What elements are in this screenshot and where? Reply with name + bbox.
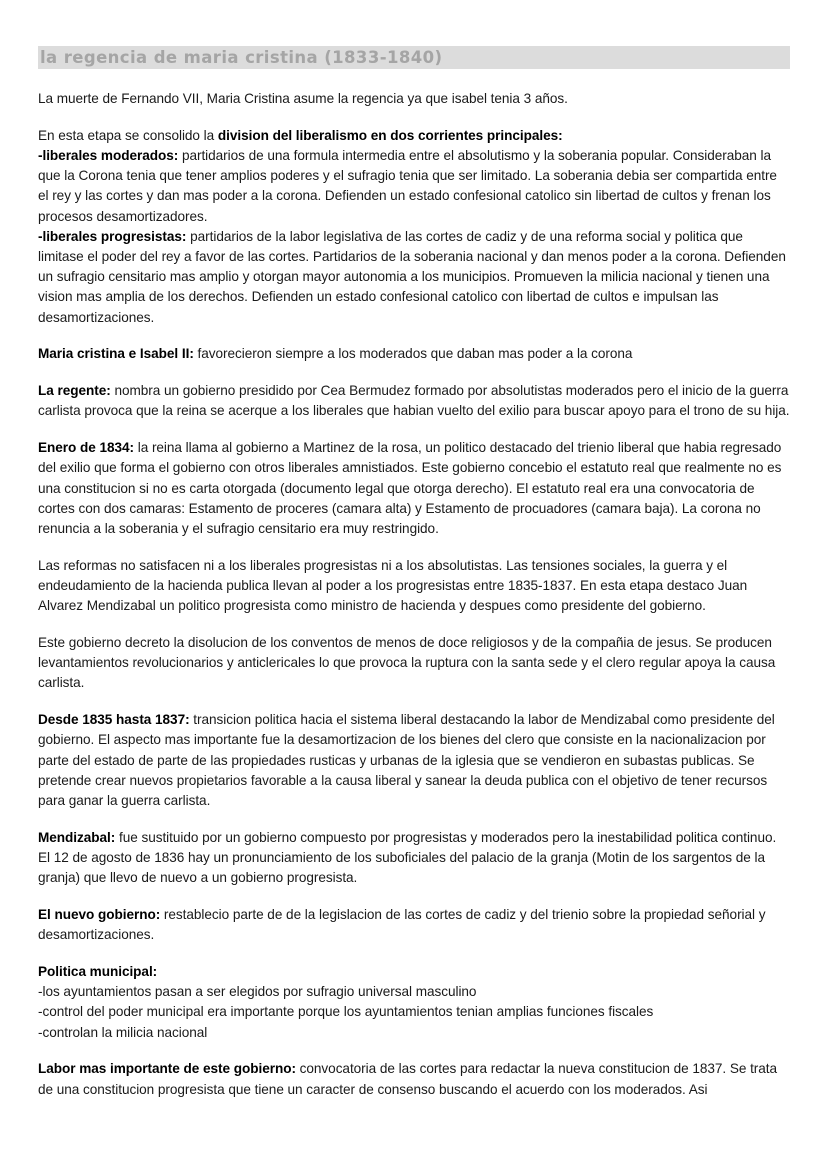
list-item: -controlan la milicia nacional — [38, 1024, 208, 1040]
period-1835-1837-text: transicion politica hacia el sistema liberal destacando la labor de Mendizabal como presidente del gobierno. El aspecto mas importante fue la desamortizacion de los bienes del clero que consiste en la nacionalizacion por parte del estado de parte de las propiedades rusticas y urbanas de la iglesia que se vendieron en subastas publicas. Se pretende crear nuevos propietarios favorable a la causa liberal y sanear la deuda publica con el objetivo de tener recursos para ganar la guerra carlista. — [38, 712, 775, 809]
nuevo-gobierno-text: restablecio parte de de la legislacion de las cortes de cadiz y del trienio sobre la propiedad señorial y desamortizaciones. — [38, 907, 766, 943]
liberalism-intro-text: En esta etapa se consolido la — [38, 127, 218, 143]
regente-text: nombra un gobierno presidido por Cea Bermudez formado por absolutistas moderados pero el inicio de la guerra carlista provoca que la reina se acerque a los liberales que habian vuelto del exilio para buscar apoyo para el trono de su hija. — [38, 383, 790, 419]
document-page — [38, 46, 790, 1116]
regente-label: La regente: — [38, 383, 111, 399]
paragraph-1835-1837 — [38, 710, 790, 811]
liberalism-intro-bold: division del liberalismo en dos corrientes principales: — [217, 127, 563, 143]
paragraph-labor-importante — [38, 1059, 790, 1099]
paragraph-liberalism-division — [38, 126, 790, 328]
paragraph-maria-cristina-isabel — [38, 344, 790, 364]
period-1835-1837-label: Desde 1835 hasta 1837: — [38, 712, 190, 728]
moderados-label: -liberales moderados: — [38, 148, 179, 163]
paragraph-disolucion-conventos: Este gobierno decreto la disolucion de los conventos de menos de doce religiosos y de la compañia de jesus. Se producen levantamientos revolucionarios y anticlericales lo que provoca la ruptura con la santa sede y el clero regular apoya la causa carlista. — [38, 635, 776, 691]
maria-cristina-text: favorecieron siempre a los moderados que daban mas poder a la corona — [193, 346, 633, 362]
paragraph-regente — [38, 381, 790, 421]
progresistas-label: -liberales progresistas: — [38, 228, 187, 244]
paragraph-reformas: Las reformas no satisfacen ni a los liberales progresistas ni a los absolutistas. Las tensiones sociales, la guerra y el endeudamiento de la hacienda publica llevan al poder a los progresistas entre 1835-1837. En esta etapa destaco Juan Alvarez Mendizabal un politico progresista como ministro de hacienda y despues como presidente del gobierno. — [38, 557, 748, 614]
mendizabal-label: Mendizabal: — [38, 829, 116, 845]
maria-cristina-label: Maria cristina e Isabel II: — [38, 346, 194, 362]
progresistas-text: partidarios de la labor legislativa de las cortes de cadiz y de una reforma social y politica que limitase el poder del rey a favor de las cortes. Partidarios de la soberania nacional y dan menos poder a la corona. Defienden un sufragio censitario mas amplio y otorgan mayor autonomia a los municipios. Promueven la milicia nacional y tienen una vision mas amplia de los derechos. Defienden un estado confesional catolico con libertad de cultos e impulsan las desamortizaciones. — [38, 228, 786, 325]
moderados-text: partidarios de una formula intermedia entre el absolutismo y la soberania popular. Consideraban la que la Corona tenia que tener amplios poderes y el sufragio tenia que ser limitado. La soberania debia ser compartida entre el rey y las cortes y dan mas poder a la corona. Defienden un estado confesional catolico sin libertad de cultos y frenan los procesos desamortizadores. — [38, 148, 777, 224]
list-item: -control del poder municipal era importante porque los ayuntamientos tenian amplias funciones fiscales — [38, 1004, 654, 1020]
mendizabal-text: fue sustituido por un gobierno compuesto por progresistas y moderados pero la inestabilidad politica continuo. El 12 de agosto de 1836 hay un pronunciamiento de los suboficiales del palacio de la granja (Motin de los sargentos de la granja) que llevo de nuevo a un gobierno progresista. — [38, 829, 777, 886]
paragraph-politica-municipal — [38, 962, 790, 1043]
politica-municipal-label: Politica municipal: — [38, 964, 158, 980]
paragraph-nuevo-gobierno — [38, 905, 790, 945]
enero-1834-text: la reina llama al gobierno a Martinez de la rosa, un politico destacado del trienio liberal que habia regresado del exilio que forma el gobierno con otros liberales amnistiados. Este gobierno concebio el estatuto real que realmente no es una constitucion si no es carta otorgada (documento legal que otorga derecho). El estatuto real era una convocatoria de cortes con dos camaras: Estamento de proceres (camara alta) y Estamento de procuadores (camara baja). La corona no renuncia a la soberania y el sufragio censitario era muy restringido. — [38, 440, 782, 537]
list-item: -los ayuntamientos pasan a ser elegidos por sufragio universal masculino — [38, 984, 477, 1000]
nuevo-gobierno-label: El nuevo gobierno: — [38, 907, 161, 923]
paragraph-enero-1834 — [38, 438, 790, 539]
labor-importante-text: convocatoria de las cortes para redactar la nueva constitucion de 1837. Se trata de una constitucion progresista que tiene un caracter de consenso buscando el acuerdo con los moderados. Asi — [38, 1061, 778, 1097]
page-title: la regencia de maria cristina (1833-1840) — [38, 46, 790, 69]
labor-importante-label: Labor mas importante de este gobierno: — [38, 1061, 296, 1077]
paragraph-mendizabal — [38, 828, 790, 889]
enero-1834-label: Enero de 1834: — [38, 440, 135, 456]
paragraph-intro: La muerte de Fernando VII, Maria Cristina asume la regencia ya que isabel tenia 3 años. — [38, 91, 568, 106]
